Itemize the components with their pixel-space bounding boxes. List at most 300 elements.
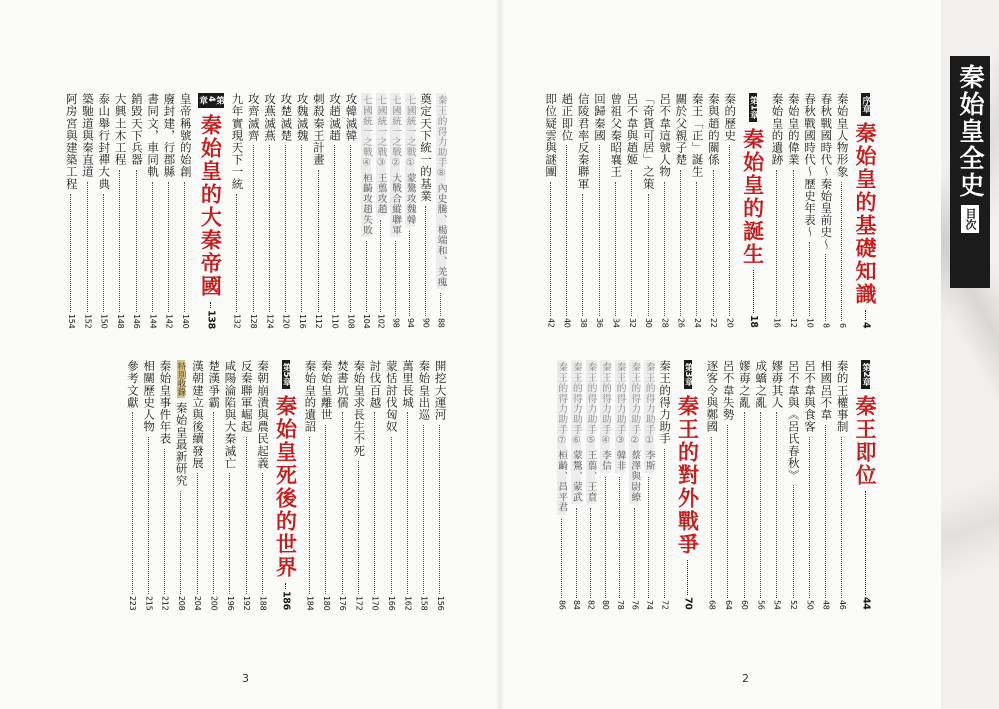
entry-text: 呂不韋失勢 [721, 360, 736, 421]
entry-text: 秦始皇求長生不死 [352, 360, 367, 457]
page-number-right: 2 [742, 672, 749, 685]
dot-leader [680, 170, 681, 317]
entry-page: 124 [265, 313, 275, 328]
toc-entry[interactable] [405, 93, 415, 328]
entry-text: 信陵君率反秦聯軍 [576, 93, 591, 190]
dot-leader [727, 425, 728, 599]
dot-leader [197, 473, 198, 594]
entry-text: 呂不韋與食客 [803, 360, 818, 433]
chapter-badge: 第2章 [861, 360, 870, 389]
entry-text: 曾祖父秦昭襄王 [609, 93, 624, 178]
entry-page: 80 [601, 600, 611, 610]
entry-text: 「奇貨可居」之策 [641, 93, 656, 190]
toc-entry[interactable] [691, 93, 703, 328]
dot-leader [776, 412, 777, 598]
toc-entry[interactable] [390, 93, 400, 328]
toc-entry[interactable] [600, 360, 610, 610]
entry-page: 88 [436, 318, 446, 328]
entry-text: 攻韓滅韓 [344, 93, 359, 142]
entry-label: 秦王的得力助手⑧ [435, 95, 447, 180]
dot-leader [753, 270, 754, 313]
toc-entry[interactable] [771, 93, 783, 328]
entry-text-wrap [644, 360, 654, 473]
dot-leader [236, 194, 237, 312]
toc-right-upper [542, 93, 881, 328]
entry-page: 108 [346, 313, 356, 328]
toc-entry[interactable] [659, 93, 671, 328]
entry-page: 4 [860, 321, 872, 328]
entry-page: 186 [280, 591, 292, 610]
page-gutter [496, 0, 504, 709]
dot-leader [309, 437, 310, 594]
dot-leader [825, 254, 826, 321]
entry-text: 書同文，車同軌 [146, 93, 161, 178]
special-badge: 特別收錄 [176, 362, 187, 396]
entry-page: 42 [546, 318, 556, 328]
toc-entry[interactable] [163, 93, 175, 328]
entry-page: 90 [421, 318, 431, 328]
toc-tag: 目次 [961, 205, 979, 233]
toc-entry[interactable] [296, 93, 308, 328]
entry-page: 86 [557, 600, 567, 610]
dot-leader [664, 449, 665, 599]
entry-page: 112 [314, 313, 324, 328]
dot-leader [550, 182, 551, 317]
entry-page: 94 [405, 318, 415, 328]
toc-entry[interactable] [820, 360, 832, 610]
entry-text-wrap [571, 360, 581, 504]
dot-leader [599, 145, 600, 316]
toc-entry[interactable] [659, 360, 671, 610]
entry-text: 內史騰、楊端和、羌瘣 [435, 183, 447, 288]
toc-entry[interactable] [586, 360, 596, 610]
entry-text: 泰山舉行封禪大典 [97, 93, 112, 190]
entry-label: 七國統一之戰① [404, 95, 416, 169]
entry-text-wrap [405, 93, 415, 227]
entry-page: 204 [193, 595, 203, 610]
entry-page: 68 [707, 600, 717, 610]
entry-text: 奠定天下統一的基業 [419, 93, 434, 202]
toc-entry[interactable] [836, 360, 848, 610]
toc-entry[interactable] [420, 93, 432, 328]
entry-page: 110 [330, 313, 340, 328]
entry-text: 討伐百越 [368, 360, 383, 409]
toc-entry[interactable] [418, 360, 430, 610]
entry-text-wrap [586, 360, 596, 504]
entry-text: 秦始皇事件年表 [158, 360, 173, 445]
dot-leader [213, 412, 214, 593]
title-band [950, 56, 990, 288]
dot-leader [744, 412, 745, 598]
entry-page: 154 [66, 313, 76, 328]
toc-entry[interactable] [191, 360, 203, 610]
entry-page: 208 [176, 595, 186, 610]
entry-text: 焚書坑儒 [335, 360, 350, 409]
dot-leader [325, 425, 326, 594]
dot-leader [136, 170, 137, 312]
chapter-entry[interactable] [675, 360, 701, 610]
entry-page: 12 [789, 318, 799, 328]
dot-leader [285, 583, 286, 589]
dot-leader [760, 412, 761, 598]
dot-leader [439, 425, 440, 594]
toc-entry[interactable] [402, 360, 414, 610]
chapter-entry[interactable] [855, 93, 876, 328]
entry-page: 144 [148, 313, 158, 328]
dot-leader [358, 461, 359, 594]
toc-entry[interactable] [577, 93, 589, 328]
entry-text: 春秋戰國時代～秦始皇前史～ [819, 93, 834, 251]
toc-entry[interactable] [175, 360, 187, 610]
entry-text: 秦王的得力助手 [658, 360, 673, 445]
dot-leader [148, 437, 149, 594]
entry-page: 48 [821, 600, 831, 610]
toc-entry[interactable] [369, 360, 381, 610]
entry-text: 楚漢爭霸 [207, 360, 222, 409]
toc-entry[interactable] [240, 360, 252, 610]
toc-entry[interactable] [561, 93, 573, 328]
entry-page: 50 [805, 600, 815, 610]
chapter-entry[interactable] [740, 93, 766, 328]
entry-page: 170 [370, 595, 380, 610]
entry-text: 呂不韋這號人物 [658, 93, 673, 178]
entry-page: 72 [660, 600, 670, 610]
dot-leader [687, 560, 688, 595]
entry-text: 銷毀天下兵器 [129, 93, 144, 166]
dot-leader [168, 182, 169, 312]
entry-page: 176 [338, 595, 348, 610]
toc-entry[interactable] [329, 93, 341, 328]
dot-leader [825, 425, 826, 599]
entry-label: 秦王的得力助手④ [600, 362, 612, 447]
dot-leader [615, 182, 616, 317]
entry-text-wrap [376, 93, 386, 216]
entry-text: 秦的王權事制 [835, 360, 850, 433]
toc-entry[interactable] [787, 360, 799, 610]
dot-leader [152, 182, 153, 312]
entry-text: 漢朝建立與後續發展 [190, 360, 205, 469]
toc-entry[interactable] [571, 360, 581, 610]
toc-entry[interactable] [98, 93, 110, 328]
entry-page: 148 [115, 313, 125, 328]
entry-text: 秦的歷史 [723, 93, 738, 142]
chapter-title: 秦始皇的誕生 [740, 127, 766, 266]
dot-leader [561, 519, 562, 599]
entry-page: 78 [615, 600, 625, 610]
toc-entry[interactable] [231, 93, 243, 328]
entry-text: 秦始皇的偉業 [786, 93, 801, 166]
entry-page: 200 [209, 595, 219, 610]
entry-page: 60 [740, 600, 750, 610]
toc-entry[interactable] [642, 93, 654, 328]
entry-page: 28 [660, 318, 670, 328]
entry-label: 秦王的得力助手③ [614, 362, 626, 447]
dot-leader [841, 182, 842, 322]
entry-text: 廢封建，行郡縣 [162, 93, 177, 178]
toc-entry[interactable] [147, 93, 159, 328]
toc-entry[interactable] [771, 360, 783, 610]
entry-text: 大戰合縱聯軍 [390, 172, 402, 236]
toc-entry[interactable] [722, 360, 734, 610]
entry-page: 188 [258, 595, 268, 610]
entry-page: 98 [391, 318, 401, 328]
dot-leader [793, 170, 794, 317]
dot-leader [164, 449, 165, 594]
chapter-entry[interactable] [198, 93, 224, 328]
entry-text: 阿房宮與建築工程 [64, 93, 79, 190]
toc-entry[interactable] [644, 360, 654, 610]
entry-text: 秦始皇出巡 [417, 360, 432, 421]
book-title: 秦始皇全史 [956, 64, 985, 199]
chapter-entry[interactable] [855, 360, 876, 610]
entry-page: 156 [435, 595, 445, 610]
dot-leader [374, 412, 375, 593]
entry-page: 223 [128, 595, 138, 610]
dot-leader [180, 491, 181, 594]
entry-page: 184 [305, 595, 315, 610]
entry-page: 18 [747, 315, 759, 328]
toc-entry[interactable] [126, 360, 138, 610]
dot-leader [423, 425, 424, 594]
entry-text: 攻趙滅趙 [328, 93, 343, 142]
entry-text: 回歸秦國 [592, 93, 607, 142]
toc-entry[interactable] [336, 360, 348, 610]
dot-leader [440, 293, 441, 316]
entry-page: 6 [837, 323, 847, 328]
dot-leader [409, 231, 410, 317]
toc-entry[interactable] [707, 93, 719, 328]
dot-leader [334, 145, 335, 311]
entry-text: 攻楚滅楚 [279, 93, 294, 142]
entry-page: 140 [180, 313, 190, 328]
entry-page: 54 [772, 600, 782, 610]
dot-leader [301, 145, 302, 311]
dot-leader [70, 194, 71, 312]
dot-leader [391, 437, 392, 594]
entry-text: 即位疑雲與謎團 [544, 93, 559, 178]
dot-leader [184, 182, 185, 312]
dot-leader [342, 412, 343, 593]
entry-text: 秦始皇的遺詔 [303, 360, 318, 433]
entry-text: 韓非 [614, 450, 626, 471]
entry-page: 104 [362, 313, 372, 328]
toc-entry[interactable] [130, 93, 142, 328]
dot-leader [664, 182, 665, 317]
dot-leader [776, 170, 777, 317]
entry-page: 158 [419, 595, 429, 610]
toc-entry[interactable] [626, 93, 638, 328]
entry-text: 蒙恬討伐匈奴 [384, 360, 399, 433]
dot-leader [395, 241, 396, 316]
entry-text: 皇帝稱號的始創 [178, 93, 193, 178]
toc-entry[interactable] [820, 93, 832, 328]
entry-text: 秦與趙的關係 [706, 93, 721, 166]
toc-entry[interactable] [353, 360, 365, 610]
toc-left-lower [124, 360, 448, 610]
entry-text: 呂不韋與趙姬 [625, 93, 640, 166]
entry-page: 24 [692, 318, 702, 328]
entry-text: 蒙驁攻魏韓 [404, 172, 416, 225]
entry-page: 142 [164, 313, 174, 328]
toc-entry[interactable] [593, 93, 605, 328]
toc-entry[interactable] [615, 360, 625, 610]
toc-entry[interactable] [280, 93, 292, 328]
entry-page: 138 [205, 309, 217, 329]
entry-text: 逐客令與鄭國 [705, 360, 720, 433]
chapter-title: 秦始皇的基礎知識 [853, 122, 878, 306]
toc-entry[interactable] [320, 360, 332, 610]
chapter-title: 秦王的對外戰爭 [675, 394, 701, 556]
entry-page: 10 [805, 318, 815, 328]
chapter-badge: 序章 [861, 93, 870, 116]
toc-entry[interactable] [65, 93, 77, 328]
entry-page: 22 [709, 318, 719, 328]
toc-entry[interactable] [114, 93, 126, 328]
entry-text: 秦朝崩潰與農民起義 [256, 360, 271, 469]
dot-leader [87, 182, 88, 312]
entry-text: 李信 [600, 450, 612, 471]
toc-entry[interactable] [264, 93, 276, 328]
dot-leader [262, 473, 263, 594]
toc-entry[interactable] [376, 93, 386, 328]
entry-text-wrap [361, 93, 371, 237]
toc-entry[interactable] [787, 93, 799, 328]
toc-entry[interactable] [436, 93, 446, 328]
entry-page: 128 [249, 313, 258, 328]
entry-page: 76 [630, 600, 640, 610]
dot-leader [809, 437, 810, 599]
dot-leader [865, 491, 866, 595]
chapter-badge: 第3章 [684, 360, 693, 389]
toc-entry[interactable] [434, 360, 446, 610]
toc-entry[interactable] [545, 93, 557, 328]
entry-page: 56 [756, 600, 766, 610]
entry-page: 120 [281, 313, 291, 328]
toc-entry[interactable] [224, 360, 236, 610]
entry-page: 30 [644, 318, 654, 328]
dot-leader [407, 412, 408, 593]
entry-page: 36 [595, 318, 605, 328]
toc-entry[interactable] [610, 93, 622, 328]
dot-leader [605, 477, 606, 598]
entry-text: 九年實現天下一統 [230, 93, 245, 190]
toc-entry[interactable] [706, 360, 718, 610]
toc-entry[interactable] [557, 360, 567, 610]
entry-page: 152 [83, 313, 93, 328]
entry-text: 反秦聯軍崛起 [239, 360, 254, 433]
dot-leader [619, 477, 620, 598]
dot-leader [634, 508, 635, 598]
toc-entry[interactable] [247, 93, 259, 328]
dot-leader [366, 241, 367, 312]
dot-leader [590, 508, 591, 598]
dot-leader [566, 145, 567, 316]
toc-entry[interactable] [804, 360, 816, 610]
toc-entry[interactable] [159, 360, 171, 610]
entry-page: 162 [403, 595, 413, 610]
entry-text-wrap [436, 93, 446, 289]
entry-label: 秦王的得力助手⑥ [570, 362, 582, 447]
dot-leader [576, 508, 577, 598]
entry-text: 築馳道與秦直道 [81, 93, 95, 178]
entry-text-wrap [629, 360, 639, 504]
entry-text: 呂不韋與《呂氏春秋》 [786, 360, 801, 481]
entry-page: 215 [144, 595, 154, 610]
entry-text: 刺殺秦王計畫 [311, 93, 326, 166]
entry-text: 關於父親子楚 [674, 93, 689, 166]
toc-entry[interactable] [361, 93, 371, 328]
toc-right-lower [554, 360, 881, 610]
toc-entry[interactable] [257, 360, 269, 610]
toc-entry[interactable] [675, 93, 687, 328]
entry-page: 192 [242, 595, 252, 610]
entry-text-wrap [557, 360, 567, 515]
entry-text: 相國呂不韋 [819, 360, 834, 421]
toc-entry[interactable] [738, 360, 750, 610]
page-number-left: 3 [242, 672, 249, 685]
entry-text: 趙正即位 [560, 93, 575, 142]
entry-text: 咸陽淪陷與大秦滅亡 [223, 360, 238, 469]
chapter-entry[interactable] [273, 360, 299, 610]
toc-entry[interactable] [82, 93, 94, 328]
entry-page: 102 [376, 313, 386, 328]
dot-leader [350, 145, 351, 311]
cover-marble-strip [941, 0, 999, 709]
toc-entry[interactable] [629, 360, 639, 610]
toc-entry[interactable] [804, 93, 816, 328]
entry-page: 172 [354, 595, 364, 610]
entry-page: 20 [725, 318, 735, 328]
entry-text: 桓齮、昌平君 [556, 450, 568, 513]
entry-label: 秦王的得力助手① [643, 362, 655, 447]
dot-leader [631, 170, 632, 317]
toc-entry[interactable] [755, 360, 767, 610]
toc-entry[interactable] [179, 93, 191, 328]
entry-text: 相關歷史人物 [142, 360, 157, 433]
entry-text: 萬里長城 [401, 360, 416, 409]
entry-page: 132 [232, 313, 242, 328]
entry-label: 秦王的得力助手⑤ [585, 362, 597, 447]
entry-text: 秦王「正」誕生 [690, 93, 705, 178]
toc-entry[interactable] [345, 93, 357, 328]
dot-leader [269, 145, 270, 311]
toc-entry[interactable] [385, 360, 397, 610]
chapter-badge: 第1章 [749, 93, 758, 122]
dot-leader [841, 437, 842, 599]
entry-text: 蒙驁、蒙武 [570, 450, 582, 503]
toc-left-upper [63, 93, 448, 328]
entry-text: 秦始皇人物形象 [835, 93, 850, 178]
toc-entry[interactable] [304, 360, 316, 610]
entry-page: 180 [321, 595, 331, 610]
toc-entry[interactable] [143, 360, 155, 610]
entry-page: 166 [387, 595, 397, 610]
entry-text-wrap [615, 360, 625, 473]
dot-leader [119, 170, 120, 312]
toc-entry[interactable] [312, 93, 324, 328]
toc-entry[interactable] [836, 93, 848, 328]
dot-leader [210, 302, 211, 308]
dot-leader [648, 194, 649, 317]
dot-leader [285, 145, 286, 311]
entry-page: 84 [572, 600, 582, 610]
entry-text: 秦始皇最新研究 [174, 402, 189, 487]
dot-leader [318, 170, 319, 312]
toc-entry[interactable] [208, 360, 220, 610]
dot-leader [132, 412, 133, 593]
toc-entry[interactable] [724, 93, 736, 328]
entry-text: 李斯 [643, 450, 655, 471]
